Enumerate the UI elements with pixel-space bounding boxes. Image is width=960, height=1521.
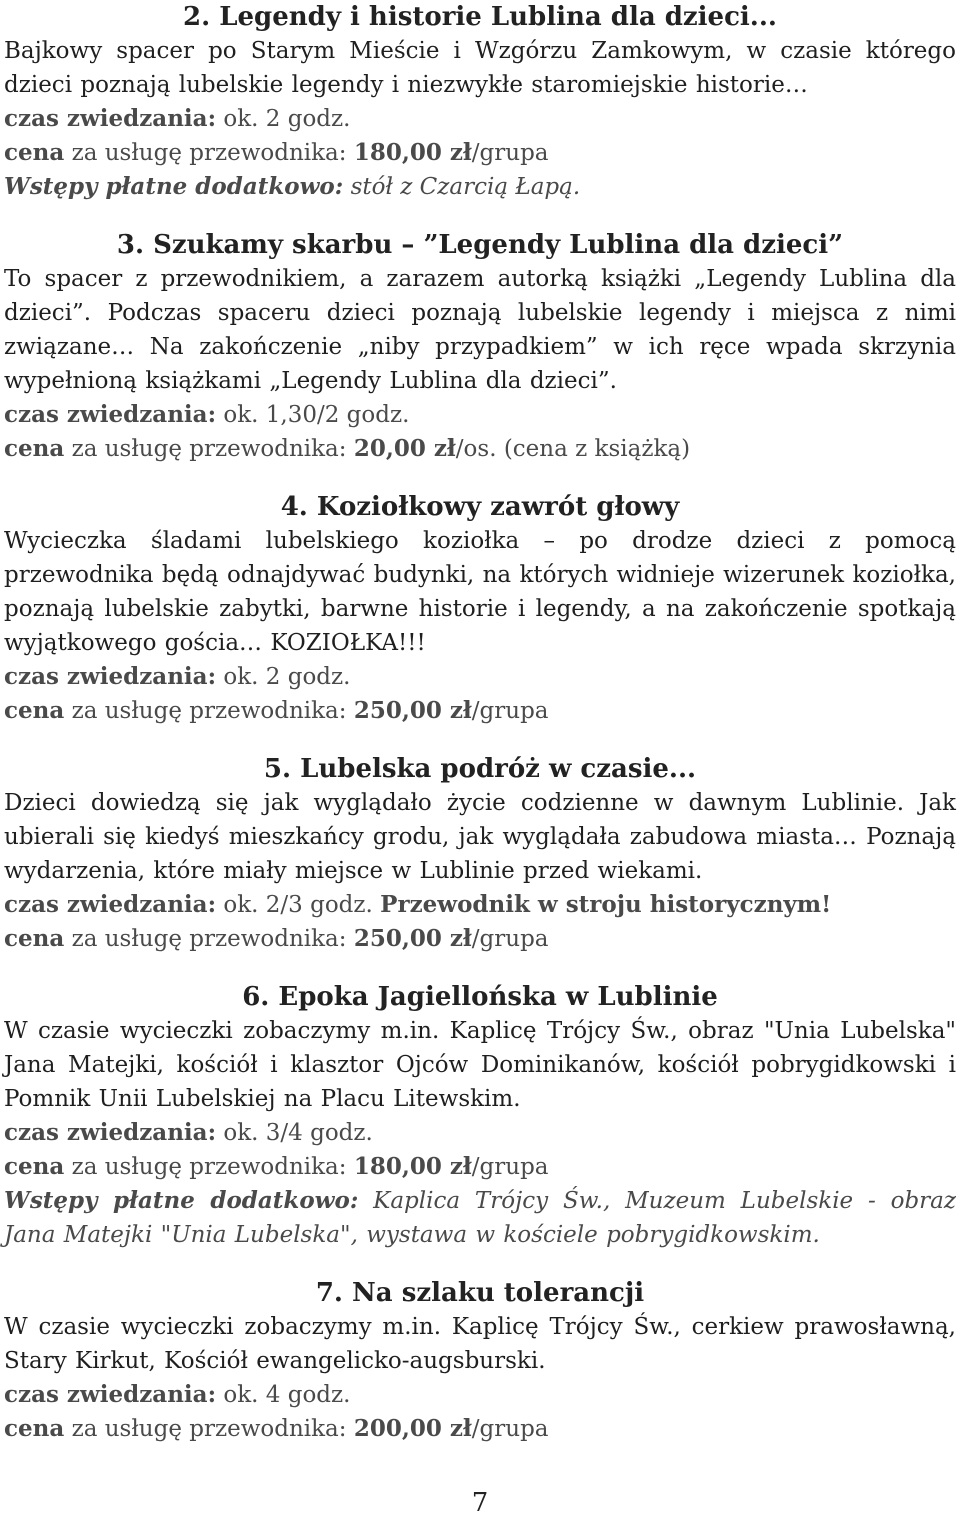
price-label: za usługę przewodnika: [71, 926, 347, 952]
price-value: 250,00 zł [353, 925, 472, 952]
extra-fees-value: Kaplica Trójcy Św., Muzeum Lubelskie - obraz Jana Matejki "Unia Lubelska", wystawa w kościele pobrygidkowskim. [4, 1188, 957, 1248]
section-title: 3. Szukamy skarbu – ”Legendy Lublina dla dzieci” [116, 230, 844, 260]
extra-fees [4, 1184, 956, 1252]
visit-time-value: ok. 2 godz. [223, 664, 351, 690]
visit-time [4, 398, 956, 432]
visit-time-label: czas zwiedzania: [4, 1119, 217, 1146]
extra-fees [4, 170, 956, 204]
price-label: za usługę przewodnika: [71, 436, 347, 462]
price-unit: /grupa [471, 926, 549, 952]
section-title: 4. Koziołkowy zawrót głowy [280, 492, 680, 522]
price-label-bold: cena [4, 925, 65, 952]
section-description: W czasie wycieczki zobaczymy m.in. Kaplicę Trójcy Św., obraz "Unia Lubelska" Jana Matejki, kościół i klasztor Ojców Dominikanów, kościół pobrygidkowski i Pomnik Unii Lubelskiej na Placu Litewskim. [4, 1018, 956, 1112]
extra-fees-value: stół z Czarcią Łapą. [350, 174, 581, 200]
guide-price [4, 922, 956, 956]
price-value: 20,00 zł [353, 435, 456, 462]
visit-time [4, 1378, 956, 1412]
costume-note: Przewodnik w stroju historycznym! [380, 891, 832, 918]
section-description: Wycieczka śladami lubelskiego koziołka – po drodze dzieci z pomocą przewodnika będą odnajdywać budynki, na których widnieje wizerunek koziołka, poznają lubelskie zabytki, barwne historie i legendy, a na zakończenie spotkają wyjątkowego gościa… KOZIOŁKA!!! [4, 528, 956, 656]
section-koziolkowy-zawrot-glowy [4, 490, 956, 728]
section-lubelska-podroz [4, 752, 956, 956]
page-number: 7 [471, 1488, 489, 1518]
section-description: W czasie wycieczki zobaczymy m.in. Kaplicę Trójcy Św., cerkiew prawosławną, Stary Kirkut, Kościół ewangelicko-augsburski. [4, 1314, 956, 1374]
visit-time-value: ok. 3/4 godz. [223, 1120, 373, 1146]
section-na-szlaku-tolerancji [4, 1276, 956, 1446]
price-unit: /grupa [471, 140, 549, 166]
price-label: za usługę przewodnika: [71, 140, 347, 166]
section-description: Bajkowy spacer po Starym Mieście i Wzgórzu Zamkowym, w czasie którego dzieci poznają lubelskie legendy i niezwykłe staromiejskie historie… [4, 38, 956, 98]
visit-time-label: czas zwiedzania: [4, 891, 217, 918]
price-unit: /grupa [471, 1154, 549, 1180]
visit-time-value: ok. 4 godz. [223, 1382, 351, 1408]
price-label-bold: cena [4, 697, 65, 724]
visit-time-label: czas zwiedzania: [4, 105, 217, 132]
section-title: 7. Na szlaku tolerancji [315, 1278, 645, 1308]
guide-price [4, 432, 956, 466]
section-title: 2. Legendy i historie Lublina dla dzieci... [183, 2, 777, 32]
price-unit: /grupa [471, 698, 549, 724]
guide-price [4, 136, 956, 170]
visit-time-label: czas zwiedzania: [4, 1381, 217, 1408]
visit-time [4, 1116, 956, 1150]
visit-time-value: ok. 1,30/2 godz. [223, 402, 410, 428]
visit-time [4, 102, 956, 136]
section-title: 6. Epoka Jagiellońska w Lublinie [242, 982, 718, 1012]
price-label-bold: cena [4, 1415, 65, 1442]
guide-price [4, 1150, 956, 1184]
section-epoka-jagiellonska [4, 980, 956, 1252]
visit-time-label: czas zwiedzania: [4, 663, 217, 690]
price-value: 200,00 zł [353, 1415, 472, 1442]
price-label-bold: cena [4, 139, 65, 166]
visit-time-value: ok. 2 godz. [223, 106, 351, 132]
section-szukamy-skarbu [4, 228, 956, 466]
price-label: za usługę przewodnika: [71, 1154, 347, 1180]
extra-fees-label: Wstępy płatne dodatkowo: [4, 173, 344, 200]
price-value: 180,00 zł [353, 139, 472, 166]
price-value: 250,00 zł [353, 697, 472, 724]
price-unit: /grupa [471, 1416, 549, 1442]
section-legendy-i-historie [4, 0, 956, 204]
visit-time [4, 888, 956, 922]
section-description: To spacer z przewodnikiem, a zarazem autorką książki „Legendy Lublina dla dzieci”. Podczas spaceru dzieci poznają lubelskie legendy i miejsca z nimi związane… Na zakończenie „niby przypadkiem” w ich ręce wpada skrzynia wypełnioną książkami „Legendy Lublina dla dzieci”. [4, 266, 956, 394]
document-page [4, 0, 956, 1446]
section-title: 5. Lubelska podróż w czasie... [263, 754, 697, 784]
guide-price [4, 1412, 956, 1446]
guide-price [4, 694, 956, 728]
price-value: 180,00 zł [353, 1153, 472, 1180]
visit-time [4, 660, 956, 694]
price-label: za usługę przewodnika: [71, 698, 347, 724]
price-label: za usługę przewodnika: [71, 1416, 347, 1442]
price-label-bold: cena [4, 1153, 65, 1180]
price-label-bold: cena [4, 435, 65, 462]
section-description: Dzieci dowiedzą się jak wyglądało życie codzienne w dawnym Lublinie. Jak ubierali się kiedyś mieszkańcy grodu, jak wyglądała zabudowa miasta… Poznają wydarzenia, które miały miejsce w Lublinie przed wiekami. [4, 790, 956, 884]
visit-time-label: czas zwiedzania: [4, 401, 217, 428]
extra-fees-label: Wstępy płatne dodatkowo: [4, 1187, 359, 1214]
visit-time-value: ok. 2/3 godz. [223, 892, 373, 918]
price-unit: /os. (cena z książką) [455, 436, 691, 462]
